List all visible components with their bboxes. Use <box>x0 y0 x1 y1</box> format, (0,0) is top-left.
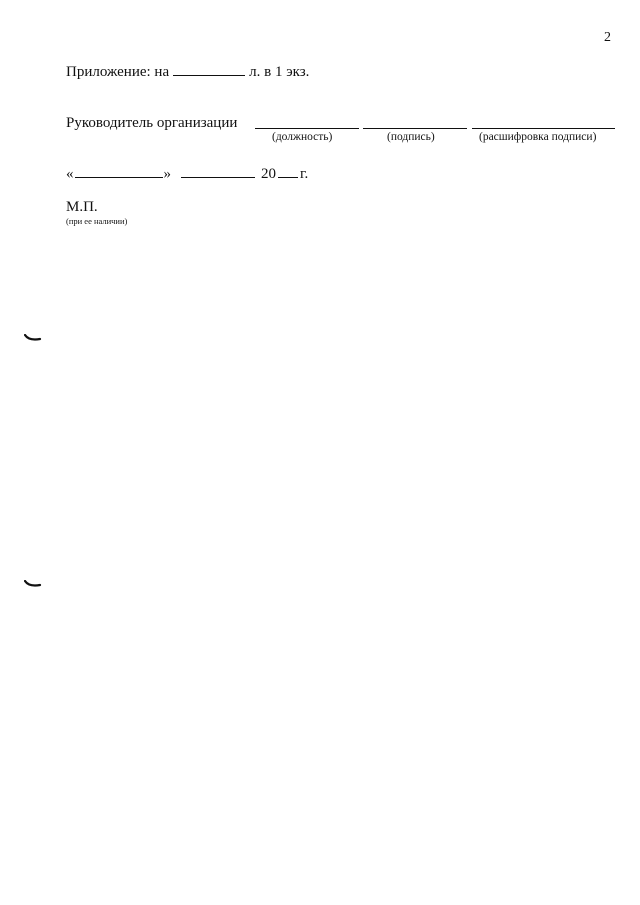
year-prefix: 20 <box>261 166 276 182</box>
signature-caption: (подпись) <box>387 131 435 143</box>
date-line <box>66 163 308 183</box>
stamp-note: (при ее наличии) <box>66 216 128 226</box>
appendix-label: Приложение: на <box>66 64 170 80</box>
curved-mark-icon <box>24 334 42 342</box>
appendix-suffix: л. в 1 экз. <box>249 64 310 80</box>
position-line <box>255 128 359 129</box>
stamp-label: М.П. <box>66 199 98 215</box>
year-suffix: г. <box>300 166 309 182</box>
appendix-pages-blank <box>173 61 245 76</box>
decoding-line <box>472 128 615 129</box>
appendix-line <box>66 61 309 81</box>
day-blank <box>75 163 163 178</box>
position-caption: (должность) <box>272 131 333 143</box>
curved-mark-icon <box>24 580 42 588</box>
year-blank <box>278 163 298 178</box>
head-of-organization-label: Руководитель организации <box>66 115 238 131</box>
signature-line <box>363 128 467 129</box>
page-number: 2 <box>604 30 611 45</box>
date-close-quote: » <box>163 166 171 182</box>
month-blank <box>181 163 255 178</box>
decoding-caption: (расшифровка подписи) <box>479 131 597 143</box>
date-open-quote: « <box>66 166 74 182</box>
